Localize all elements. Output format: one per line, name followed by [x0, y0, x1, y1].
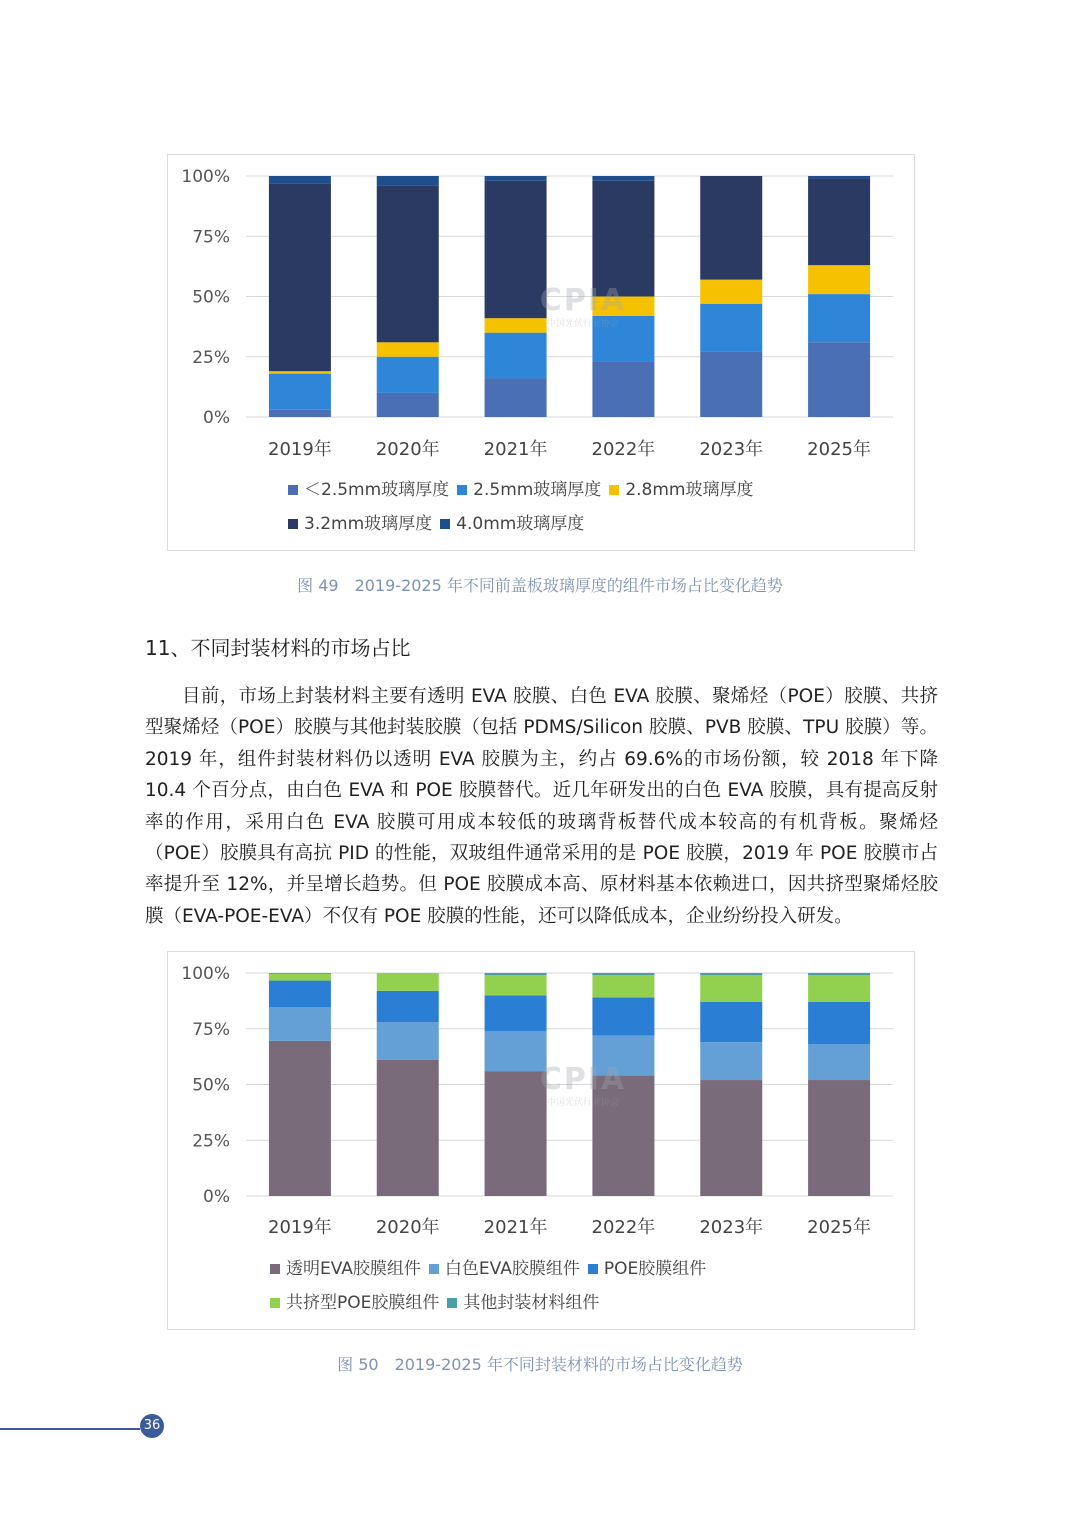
- bar-segment: [269, 371, 331, 373]
- x-tick-label: 2019年: [268, 439, 332, 460]
- bar-segment: [700, 975, 762, 1002]
- bar-segment: [377, 186, 439, 343]
- chart-legend: [168, 1252, 914, 1320]
- figure-49-chart: [167, 154, 915, 551]
- bar-segment: [700, 1080, 762, 1196]
- bar-segment: [808, 176, 870, 178]
- y-tick-label: 75%: [192, 227, 230, 248]
- x-tick-label: 2022年: [591, 439, 656, 460]
- bar-segment: [808, 975, 870, 1002]
- legend-swatch: [440, 519, 450, 529]
- bar-segment: [485, 975, 547, 995]
- bar-segment: [592, 316, 654, 362]
- bar-segment: [485, 378, 547, 417]
- y-tick-label: 0%: [203, 1187, 230, 1207]
- legend-label: ＜2.5mm玻璃厚度: [304, 480, 450, 500]
- legend-swatch: [457, 485, 467, 495]
- bar-segment: [808, 1044, 870, 1080]
- legend-item: [288, 473, 449, 507]
- bar-segment: [808, 294, 870, 342]
- bar-segment: [485, 1031, 547, 1071]
- x-tick-label: 2020年: [375, 1217, 440, 1238]
- page-number: 36: [140, 1414, 164, 1438]
- bar-segment: [808, 342, 870, 417]
- legend-swatch: [447, 1298, 457, 1308]
- legend-item: [270, 1286, 439, 1320]
- bar-segment: [592, 998, 654, 1036]
- y-tick-label: 100%: [181, 964, 230, 984]
- footer-rule: [0, 1428, 140, 1430]
- bar-segment: [700, 352, 762, 417]
- bar-segment: [377, 1022, 439, 1060]
- bar-segment: [485, 318, 547, 332]
- legend-item: [440, 507, 584, 541]
- y-tick-label: 25%: [192, 347, 230, 368]
- y-tick-label: 25%: [192, 1131, 230, 1152]
- legend-row: [288, 507, 914, 541]
- watermark: CPIA 中国光伏行业协会: [539, 1062, 627, 1108]
- legend-swatch: [609, 485, 619, 495]
- y-tick-label: 0%: [203, 408, 230, 428]
- bar-segment: [269, 981, 331, 1008]
- x-tick-label: 2021年: [483, 439, 548, 460]
- legend-label: 透明EVA胶膜组件: [286, 1259, 421, 1279]
- section-heading: 11、不同封装材料的市场占比: [145, 636, 411, 660]
- x-tick-label: 2020年: [375, 439, 440, 460]
- legend-label: 2.8mm玻璃厚度: [625, 480, 754, 500]
- x-tick-label: 2025年: [807, 439, 871, 460]
- legend-label: 3.2mm玻璃厚度: [304, 514, 433, 534]
- bar-segment: [592, 973, 654, 975]
- bar-segment: [808, 973, 870, 975]
- bar-segment: [485, 333, 547, 379]
- bar-segment: [377, 1060, 439, 1196]
- bar-segment: [269, 1007, 331, 1040]
- bar-segment: [377, 393, 439, 417]
- x-tick-label: 2022年: [591, 1217, 656, 1238]
- legend-item: [288, 507, 432, 541]
- legend-item: [588, 1252, 706, 1286]
- bar-segment: [377, 342, 439, 356]
- legend-label: 2.5mm玻璃厚度: [473, 480, 602, 500]
- bar-segment: [377, 973, 439, 991]
- bar-segment: [592, 975, 654, 997]
- y-tick-label: 50%: [192, 1075, 230, 1096]
- legend-item: [429, 1252, 580, 1286]
- bar-segment: [808, 265, 870, 294]
- bar-segment: [592, 1035, 654, 1075]
- legend-swatch: [429, 1264, 439, 1274]
- bar-segment: [485, 1071, 547, 1196]
- legend-label: 共挤型POE胶膜组件: [286, 1293, 440, 1313]
- x-tick-label: 2019年: [268, 1217, 332, 1238]
- x-tick-label: 2021年: [483, 1217, 548, 1238]
- legend-row: [270, 1252, 914, 1286]
- bar-segment: [592, 176, 654, 181]
- bar-segment: [377, 991, 439, 1022]
- legend-label: 其他封装材料组件: [463, 1293, 600, 1313]
- bar-segment: [377, 357, 439, 393]
- bar-segment: [592, 1076, 654, 1196]
- bar-segment: [700, 973, 762, 975]
- legend-swatch: [288, 519, 298, 529]
- bar-segment: [592, 181, 654, 297]
- legend-row: [288, 473, 914, 507]
- bar-segment: [269, 974, 331, 981]
- legend-swatch: [588, 1264, 598, 1274]
- bar-segment: [269, 176, 331, 183]
- legend-item: [270, 1252, 421, 1286]
- bar-segment: [485, 176, 547, 181]
- legend-item: [457, 473, 601, 507]
- figure-50-chart: [167, 951, 915, 1330]
- bar-segment: [485, 181, 547, 318]
- bar-segment: [269, 374, 331, 410]
- bar-segment: [700, 1042, 762, 1080]
- bar-segment: [485, 995, 547, 1031]
- figure-49-caption: 图 49 2019-2025 年不同前盖板玻璃厚度的组件市场占比变化趋势: [297, 576, 783, 595]
- body-paragraph: 目前，市场上封装材料主要有透明 EVA 胶膜、白色 EVA 胶膜、聚烯烃（POE）胶膜、共挤型聚烯烃（POE）胶膜与其他封装胶膜（包括 PDMS/Silicon 胶膜、PVB 胶膜、TPU 胶膜）等。2019 年，组件封装材料仍以透明 EVA 胶膜为主，约占 69.6%的市场份额，较 2018 年下降 10.4 个百分点，由白色 EVA 和 POE 胶膜替代。近几年研发出的白色 EVA 胶膜，具有提高反射率的作用，采用白色 EVA 胶膜可用成本较低的玻璃背板替代成本较高的有机背板。聚烯烃（POE）胶膜具有高抗 PID 的性能，双玻组件通常采用的是 POE 胶膜，2019 年 POE 胶膜市占率提升至 12%，并呈增长趋势。但 POE 胶膜成本高、原材料基本依赖进口，因共挤型聚烯烃胶膜（EVA-POE-EVA）不仅有 POE 胶膜的性能，还可以降低成本，企业纷纷投入研发。: [145, 686, 938, 927]
- legend-label: POE胶膜组件: [603, 1259, 707, 1279]
- watermark: CPIA 中国光伏行业协会: [539, 283, 627, 329]
- bar-segment: [269, 1041, 331, 1196]
- bar-segment: [269, 183, 331, 371]
- legend-item: [609, 473, 753, 507]
- chart-legend: [168, 473, 914, 541]
- legend-label: 白色EVA胶膜组件: [444, 1259, 580, 1279]
- legend-swatch: [270, 1264, 280, 1274]
- y-tick-label: 75%: [192, 1019, 230, 1040]
- x-tick-label: 2023年: [699, 439, 764, 460]
- legend-item: [447, 1286, 599, 1320]
- bar-segment: [700, 1002, 762, 1042]
- bar-segment: [377, 176, 439, 186]
- figure-50-caption: 图 50 2019-2025 年不同封装材料的市场占比变化趋势: [337, 1355, 743, 1374]
- bar-segment: [808, 178, 870, 265]
- bar-segment: [700, 176, 762, 280]
- y-tick-label: 100%: [181, 167, 230, 187]
- bar-segment: [808, 1080, 870, 1196]
- legend-swatch: [270, 1298, 280, 1308]
- bar-segment: [700, 304, 762, 352]
- glass-thickness-stacked-bar-chart: [168, 155, 914, 475]
- y-tick-label: 50%: [192, 287, 230, 308]
- bar-segment: [700, 280, 762, 304]
- bar-segment: [485, 973, 547, 975]
- legend-row: [270, 1286, 914, 1320]
- bar-segment: [269, 973, 331, 974]
- bar-segment: [592, 297, 654, 316]
- bar-segment: [592, 362, 654, 417]
- x-tick-label: 2025年: [807, 1217, 871, 1238]
- legend-swatch: [288, 485, 298, 495]
- encapsulant-stacked-bar-chart: [168, 952, 914, 1252]
- bar-segment: [808, 1002, 870, 1044]
- bar-segment: [269, 410, 331, 417]
- legend-label: 4.0mm玻璃厚度: [456, 514, 585, 534]
- x-tick-label: 2023年: [699, 1217, 764, 1238]
